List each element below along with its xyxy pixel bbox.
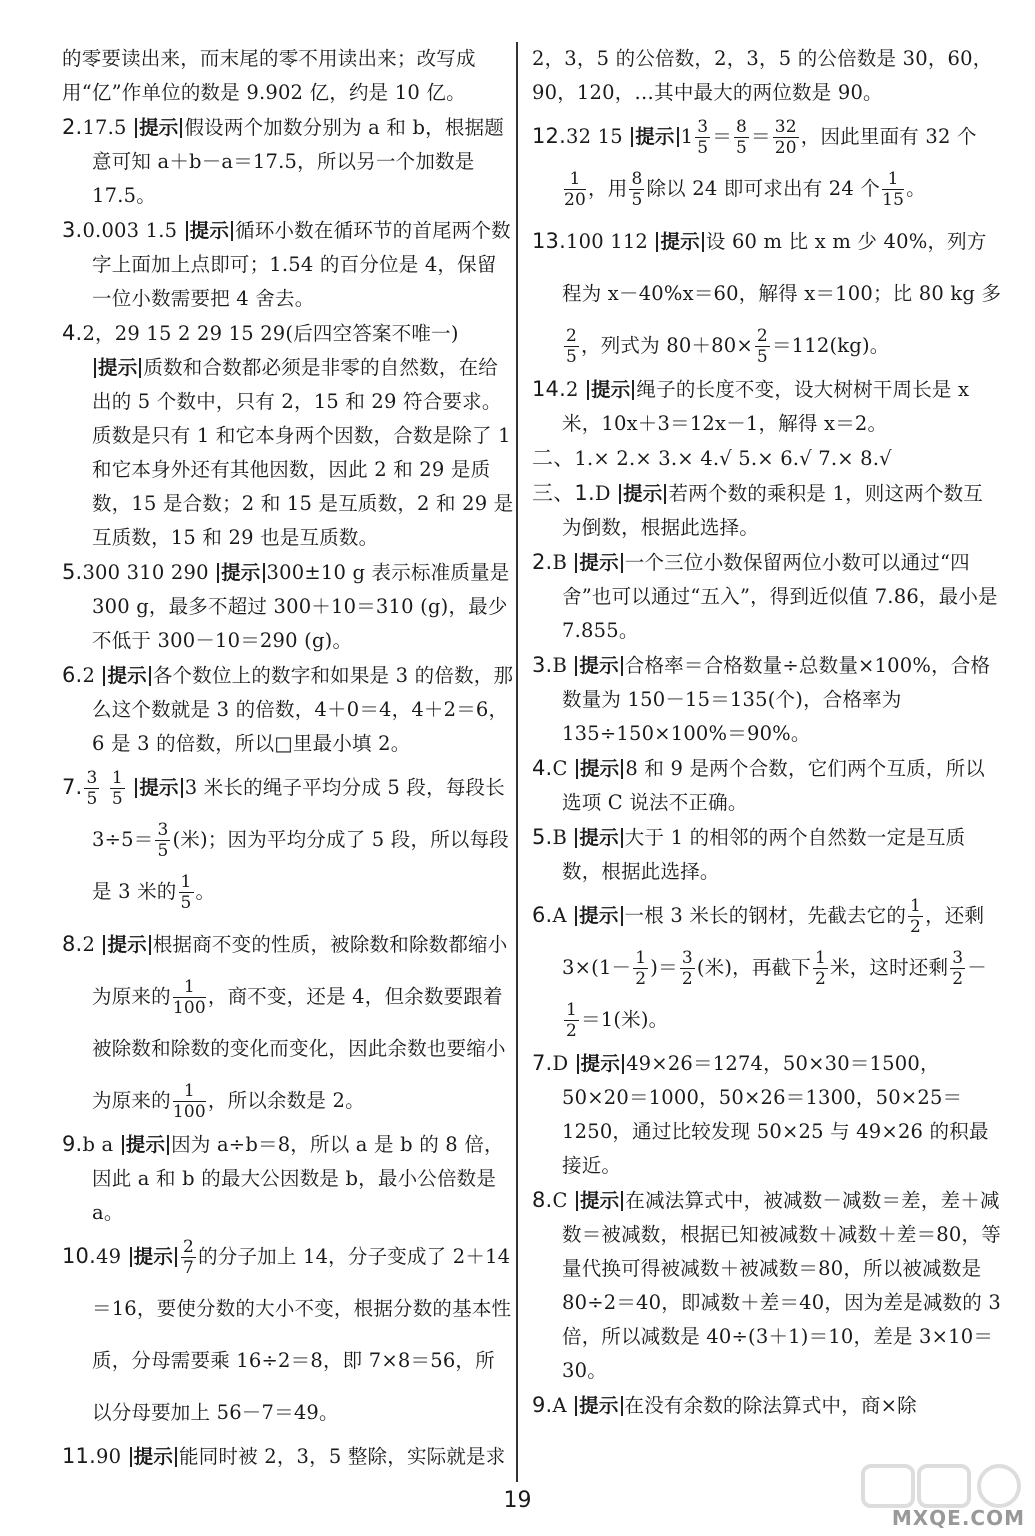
item-number: 2. — [62, 115, 83, 139]
hint-label: 提示 — [103, 666, 150, 686]
left-answer-item — [62, 918, 514, 1127]
answer-text: 2 — [82, 933, 102, 956]
answer-text: ，用 — [588, 177, 628, 200]
answer-text: C — [552, 1189, 574, 1212]
fraction-numerator: 32 — [774, 117, 797, 137]
hint-label: 提示 — [631, 127, 678, 147]
answer-text: D — [594, 482, 618, 505]
fraction-numerator: 1 — [814, 948, 826, 968]
answer-text — [127, 776, 133, 799]
fraction-numerator: 8 — [735, 117, 748, 137]
right-answer-item — [532, 441, 1002, 476]
answer-text: 一根 3 米长的钢材，先截去它的 — [624, 904, 907, 927]
answer-text: 49 — [96, 1245, 128, 1268]
answer-text: 。 — [195, 880, 216, 903]
answer-text: 2 — [566, 378, 586, 401]
answer-text: 2，3，5 的公倍数，2，3，5 的公倍数是 30，60，90，120，…其中最大的两位数是 90。 — [532, 47, 993, 104]
hint-label: 提示 — [186, 221, 233, 241]
fraction-numerator: 3 — [157, 820, 169, 840]
answer-text: 循环小数在循环节的首尾两个数字上面加上点即可；1.54 的百分位是 4，保留一位小数需要把 4 舍去。 — [92, 219, 511, 310]
answer-text: 绳子的长度不变，设大树树干周长是 x 米，10x＋3＝12x－1，解得 x＝2。 — [562, 378, 970, 435]
column-divider — [516, 42, 518, 1482]
item-number: 6. — [62, 663, 83, 687]
hint-label: 提示 — [122, 1135, 169, 1155]
left-answer-item — [62, 316, 514, 555]
answer-text: 。 — [906, 177, 926, 200]
fraction-denominator: 5 — [111, 789, 123, 809]
answer-text: ，还剩 3×(1－ — [562, 904, 985, 979]
fraction — [773, 117, 799, 158]
right-answer-item — [532, 372, 1002, 441]
left-answer-item — [62, 1439, 514, 1474]
answer-text: B — [552, 654, 574, 677]
fraction — [633, 948, 648, 989]
fraction-denominator: 2 — [952, 969, 964, 989]
right-answer-item — [532, 110, 1002, 215]
fraction-numerator: 2 — [183, 1237, 195, 1257]
answer-text: 假设两个加数分别为 a 和 b，根据题意可知 a＋b－a＝17.5，所以另一个加数是 17.5。 — [92, 116, 504, 207]
fraction-denominator: 5 — [180, 893, 192, 913]
item-number: 12. — [532, 124, 566, 148]
right-column — [532, 42, 1002, 1423]
watermark-text: MXQE.COM — [891, 1506, 1025, 1530]
left-answer-item — [62, 658, 514, 761]
answer-text: B — [552, 826, 574, 849]
fraction-numerator: 1 — [180, 872, 192, 892]
fraction-numerator: 3 — [952, 948, 964, 968]
fraction-numerator: 2 — [566, 326, 578, 346]
hint-label: 提示 — [103, 935, 150, 955]
answer-text: － — [967, 956, 987, 979]
right-answer-item — [532, 1046, 1002, 1183]
hint-label: 提示 — [575, 1396, 622, 1416]
answer-text — [101, 776, 107, 799]
item-number: 9. — [532, 1393, 553, 1417]
answer-text: 2 — [82, 664, 102, 687]
fraction-numerator: 1 — [111, 768, 123, 788]
item-number: 7. — [532, 1051, 553, 1075]
left-answer-item — [62, 42, 514, 110]
fraction-numerator: 1 — [910, 896, 922, 916]
left-answer-item — [62, 761, 514, 918]
fraction-numerator: 3 — [681, 948, 693, 968]
right-answer-item — [532, 215, 1002, 372]
answer-text: 除以 24 即可求出有 24 个 — [646, 177, 881, 200]
hint-label: 提示 — [575, 656, 622, 676]
answer-text: ，因此里面有 32 个 — [800, 125, 977, 148]
answer-text: 质数和合数都必须是非零的自然数，在给出的 5 个数中，只有 2，15 和 29 符合要求。质数是只有 1 和它本身两个因数，合数是除了 1 和它本身外还有其他因数，因此 2 和 29 是质数，15 是合数；2 和 15 是互质数，2 和 29 是互质数，15 和 29 也是互质数。 — [92, 356, 514, 549]
fraction-numerator: 1 — [564, 169, 586, 190]
fraction — [695, 117, 710, 158]
fraction-denominator: 5 — [756, 347, 768, 367]
item-number: 5. — [532, 825, 553, 849]
answer-text: 在没有余数的除法算式中，商×除 — [624, 1394, 917, 1417]
fraction — [813, 948, 828, 989]
item-number: 8. — [62, 932, 83, 956]
hint-label: 提示 — [619, 484, 666, 504]
right-answer-item — [532, 648, 1002, 751]
answer-text: 各个数位上的数字和如果是 3 的倍数，那么这个数就是 3 的倍数，4＋0＝4，4＋2＝6，6 是 3 的倍数，所以□里最小填 2。 — [92, 664, 514, 755]
fraction-denominator: 5 — [566, 347, 578, 367]
fraction — [908, 896, 923, 937]
hint-label: 提示 — [130, 1447, 177, 1467]
answer-text: ＝1(米)。 — [581, 1008, 669, 1031]
answer-text: b a — [82, 1133, 120, 1156]
right-answer-item — [532, 476, 1002, 545]
item-number: 14. — [532, 377, 566, 401]
item-number: 4. — [532, 756, 553, 780]
answer-text: A — [552, 1394, 574, 1417]
hint-label: 提示 — [575, 828, 622, 848]
hint-label: 提示 — [94, 358, 141, 378]
fraction-denominator: 7 — [183, 1258, 195, 1278]
answer-text: (米)，再截下 — [696, 956, 811, 979]
item-number: 7. — [62, 775, 83, 799]
item-number: 13. — [532, 229, 566, 253]
item-number: 10. — [62, 1244, 96, 1268]
item-number: 4. — [62, 321, 83, 345]
fraction — [173, 977, 206, 1018]
fraction-denominator: 5 — [157, 841, 169, 861]
answer-text: )＝ — [650, 956, 678, 979]
left-answer-item — [62, 110, 514, 213]
item-number: 11. — [62, 1444, 96, 1468]
right-answer-item — [532, 545, 1002, 648]
answer-text: 大于 1 的相邻的两个自然数一定是互质数，根据此选择。 — [562, 826, 966, 883]
right-answer-item — [532, 42, 1002, 110]
item-number: 8. — [532, 1188, 553, 1212]
hint-label: 提示 — [130, 1247, 177, 1267]
right-answer-item — [532, 751, 1002, 820]
answer-text: 在减法算式中，被减数－减数＝差，差＋减数＝被减数，根据已知被减数＋减数＋差＝80，等量代换可得被减数＋被减数＝80，所以被减数是 80÷2＝40，即减数＋差＝40，因为差是减数的 3 倍，所以减数是 40÷(3＋1)＝10，差是 3×10＝30。 — [562, 1189, 1001, 1382]
item-number: 5. — [62, 560, 83, 584]
fraction-numerator: 3 — [697, 117, 709, 137]
left-answer-item — [62, 1230, 514, 1439]
answer-text: 2，29 15 2 29 15 29(后四空答案不唯一) — [82, 322, 459, 345]
fraction-denominator: 2 — [566, 1021, 578, 1041]
right-answer-item — [532, 1183, 1002, 1388]
answer-text: ＝112(kg)。 — [771, 334, 890, 357]
hint-label: 提示 — [575, 553, 622, 573]
answer-text: ，所以余数是 2。 — [207, 1089, 365, 1112]
item-number: 二、 — [532, 446, 575, 470]
fraction — [680, 948, 695, 989]
item-number: 2. — [532, 550, 553, 574]
fraction-denominator: 5 — [86, 789, 98, 809]
answer-text: 17.5 — [82, 116, 134, 139]
fraction — [155, 820, 170, 861]
answer-text: 100 112 — [566, 230, 655, 253]
fraction — [564, 1000, 579, 1041]
answer-text: 8 和 9 是两个合数，它们两个互质，所以选项 C 说法不正确。 — [562, 757, 985, 814]
answer-text: C — [552, 757, 574, 780]
answer-text: 因为 a÷b＝8，所以 a 是 b 的 8 倍，因此 a 和 b 的最大公因数是 b，最小公倍数是 a。 — [92, 1133, 504, 1224]
fraction-denominator: 100 — [172, 1102, 206, 1122]
answer-text: 1.× 2.× 3.× 4.√ 5.× 6.√ 7.× 8.√ — [574, 447, 892, 470]
answer-text: 能同时被 2，3，5 整除，实际就是求 — [179, 1445, 506, 1468]
answer-text: ＝ — [751, 125, 771, 148]
item-number: 9. — [62, 1132, 83, 1156]
answer-text: 49×26＝1274，50×30＝1500，50×20＝1000，50×26＝1300，50×25＝1250，通过比较发现 50×25 与 49×26 的积最接近。 — [562, 1052, 989, 1177]
fraction — [882, 169, 904, 210]
answer-text: 设 60 m 比 x m 少 40%，列方程为 x－40%x＝60，解得 x＝100；比 80 kg 多 — [562, 230, 1002, 305]
fraction-denominator: 5 — [735, 138, 748, 158]
answer-text: 的零要读出来，而末尾的零不用读出来；改写成用“亿”作单位的数是 9.902 亿，约是 10 亿。 — [62, 47, 476, 104]
fraction-numerator: 1 — [882, 169, 904, 190]
fraction — [84, 768, 99, 809]
answer-text: 32 15 — [566, 125, 630, 148]
fraction — [755, 326, 770, 367]
left-answer-item — [62, 555, 514, 658]
answer-text: 90 — [96, 1445, 128, 1468]
fraction-numerator: 1 — [566, 1000, 578, 1020]
hint-label: 提示 — [575, 906, 622, 926]
answer-text: A — [552, 904, 574, 927]
fraction-numerator: 1 — [635, 948, 647, 968]
right-answer-item — [532, 889, 1002, 1046]
item-number: 3. — [532, 653, 553, 677]
hint-label: 提示 — [135, 778, 182, 798]
answer-text: (米)；因为平均分成了 5 段，所以每段是 3 米的 — [92, 828, 510, 903]
hint-label: 提示 — [576, 759, 623, 779]
answer-text: 合格率＝合格数量÷总数量×100%，合格数量为 150－15＝135(个)，合格率为 135÷150×100%＝90%。 — [562, 654, 991, 745]
answer-text: 米，这时还剩 — [830, 956, 949, 979]
answer-text: 300±10 g 表示标准质量是 300 g，最多不超过 300＋10＝310 (g)，最少不低于 300－10＝290 (g)。 — [92, 561, 510, 652]
fraction — [734, 117, 749, 158]
fraction-numerator: 1 — [173, 1081, 206, 1102]
answer-text: 300 310 290 — [82, 561, 216, 584]
fraction — [110, 768, 125, 809]
left-answer-item — [62, 1127, 514, 1230]
hint-label: 提示 — [135, 118, 182, 138]
fraction-denominator: 2 — [814, 969, 826, 989]
fraction — [173, 1081, 206, 1122]
fraction — [179, 872, 194, 913]
page-number: 19 — [503, 1488, 532, 1513]
item-number: 3. — [62, 218, 83, 242]
fraction-numerator: 8 — [631, 169, 643, 189]
answer-text: D — [552, 1052, 575, 1075]
answer-text: 一个三位小数保留两位小数可以通过“四舍”也可以通过“五入”，得到近似值 7.86，最小是 7.855。 — [562, 551, 998, 642]
hint-label: 提示 — [656, 232, 703, 252]
fraction-numerator: 3 — [86, 768, 98, 788]
answer-text: 的分子加上 14，分子变成了 2＋14＝16，要使分数的大小不变，根据分数的基本性质，分母需要乘 16÷2＝8，即 7×8＝56，所以分母要加上 56－7＝49。 — [92, 1245, 512, 1424]
fraction-denominator: 5 — [697, 138, 709, 158]
answer-text: ，列式为 80＋80× — [581, 334, 753, 357]
right-answer-item — [532, 820, 1002, 889]
item-number: 三、1. — [532, 481, 595, 505]
fraction — [181, 1237, 196, 1278]
hint-label: 提示 — [587, 380, 634, 400]
fraction-denominator: 20 — [564, 190, 587, 210]
answer-text: ＝ — [712, 125, 732, 148]
fraction-denominator: 2 — [910, 917, 922, 937]
fraction — [564, 326, 579, 367]
fraction — [950, 948, 965, 989]
fraction-denominator: 2 — [635, 969, 647, 989]
hint-label: 提示 — [217, 563, 264, 583]
item-number: 6. — [532, 903, 553, 927]
fraction-denominator: 100 — [172, 998, 206, 1018]
hint-label: 提示 — [576, 1191, 623, 1211]
fraction-denominator: 15 — [882, 190, 905, 210]
left-column — [62, 42, 514, 1474]
fraction-denominator: 2 — [681, 969, 693, 989]
answer-text: 0.003 1.5 — [82, 219, 184, 242]
fraction-numerator: 2 — [756, 326, 768, 346]
answer-text: 1 — [680, 125, 694, 148]
answer-text: 根据商不变的性质，被除数和除数都缩小为原来的 — [92, 933, 508, 1008]
answer-text: B — [552, 551, 574, 574]
answer-text: 若两个数的乘积是 1，则这两个数互为倒数，根据此选择。 — [562, 482, 983, 539]
fraction — [564, 169, 586, 210]
answer-text: ，商不变，还是 4，但余数要跟着被除数和除数的变化而变化，因此余数也要缩小为原来的 — [92, 985, 506, 1112]
fraction — [629, 169, 644, 210]
fraction-numerator: 1 — [173, 977, 206, 998]
hint-label: 提示 — [577, 1054, 624, 1074]
fraction-denominator: 5 — [631, 190, 643, 210]
left-answer-item — [62, 213, 514, 316]
answer-text: 3 米长的绳子平均分成 5 段，每段长 3÷5＝ — [92, 776, 505, 851]
right-answer-item — [532, 1388, 1002, 1423]
fraction-denominator: 20 — [774, 138, 797, 158]
